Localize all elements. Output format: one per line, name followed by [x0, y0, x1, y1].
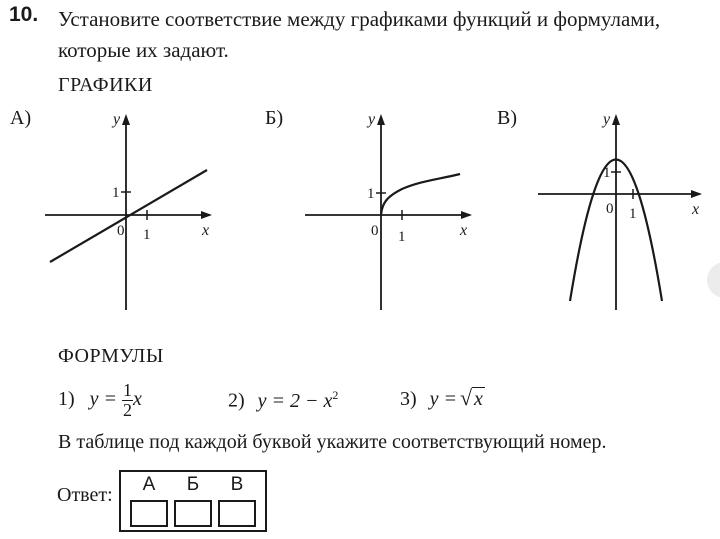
formula-1-number: 1) [58, 388, 75, 411]
formula-1-lhs: y = [89, 388, 118, 411]
formula-3 [400, 388, 485, 411]
graph-c-x-label: x [692, 201, 700, 218]
formula-1-fraction: $\frac{1}{2}$ [123, 380, 133, 420]
formulas-heading: ФОРМУЛЫ [58, 345, 164, 367]
graph-a-x-label: x [202, 222, 210, 239]
formula-2-exponent: 2 [332, 388, 339, 402]
graph-a [40, 105, 220, 315]
task-number: 10. [9, 3, 39, 26]
graph-c [530, 105, 710, 315]
graph-c-unit-x: 1 [629, 206, 637, 222]
formula-2-number: 2) [228, 389, 245, 412]
answer-cell-b[interactable] [174, 500, 212, 527]
answer-header-c: В [230, 474, 244, 495]
graph-b [295, 105, 475, 315]
answer-label: Ответ: [57, 484, 113, 506]
graph-b-x-label: x [460, 222, 468, 239]
formula-3-number: 3) [400, 388, 417, 410]
formula-2 [228, 388, 338, 413]
formula-1-rhs: x [133, 388, 142, 411]
answer-header-b: Б [186, 474, 200, 495]
graph-b-unit-x: 1 [398, 229, 406, 245]
formula-1 [58, 381, 142, 420]
formula-3-sqrt: √ x [462, 388, 485, 411]
answer-cell-c[interactable] [218, 500, 256, 527]
graph-c-y-label: y [603, 111, 611, 128]
graph-a-letter: А) [10, 107, 32, 129]
graph-b-x-arrow [461, 211, 472, 219]
graph-a-origin: 0 [117, 223, 125, 239]
graph-a-x-arrow [201, 211, 212, 219]
graphs-heading: ГРАФИКИ [58, 74, 153, 96]
graph-a-y-arrow [122, 114, 130, 125]
graph-a-unit-x: 1 [143, 227, 151, 243]
graph-b-y-label: y [368, 111, 376, 128]
graph-c-letter: В) [497, 107, 517, 129]
graph-b-origin: 0 [371, 223, 379, 239]
answer-header-a: А [142, 474, 156, 495]
answer-cell-a[interactable] [130, 500, 168, 527]
graph-c-x-arrow [691, 190, 702, 198]
formula-2-expr: y = 2 − x [257, 389, 333, 412]
formula-3-lhs: y = [429, 388, 458, 410]
answer-table [119, 470, 267, 532]
graph-c-origin: 0 [606, 201, 614, 217]
graph-b-unit-y: 1 [367, 186, 375, 202]
instruction: В таблице под каждой буквой укажите соответствующий номер. [58, 431, 607, 453]
graph-a-curve [50, 170, 210, 262]
task-text: Установите соответствие между графиками функций и формулами, которые их задают. [58, 7, 661, 62]
graph-c-unit-y: 1 [603, 165, 611, 181]
graph-b-curve [381, 174, 460, 215]
graph-b-y-arrow [377, 114, 385, 125]
graph-c-y-arrow [612, 114, 620, 125]
graph-a-y-label: y [113, 111, 121, 128]
graph-b-letter: Б) [265, 107, 284, 129]
graph-a-unit-y: 1 [112, 185, 120, 201]
